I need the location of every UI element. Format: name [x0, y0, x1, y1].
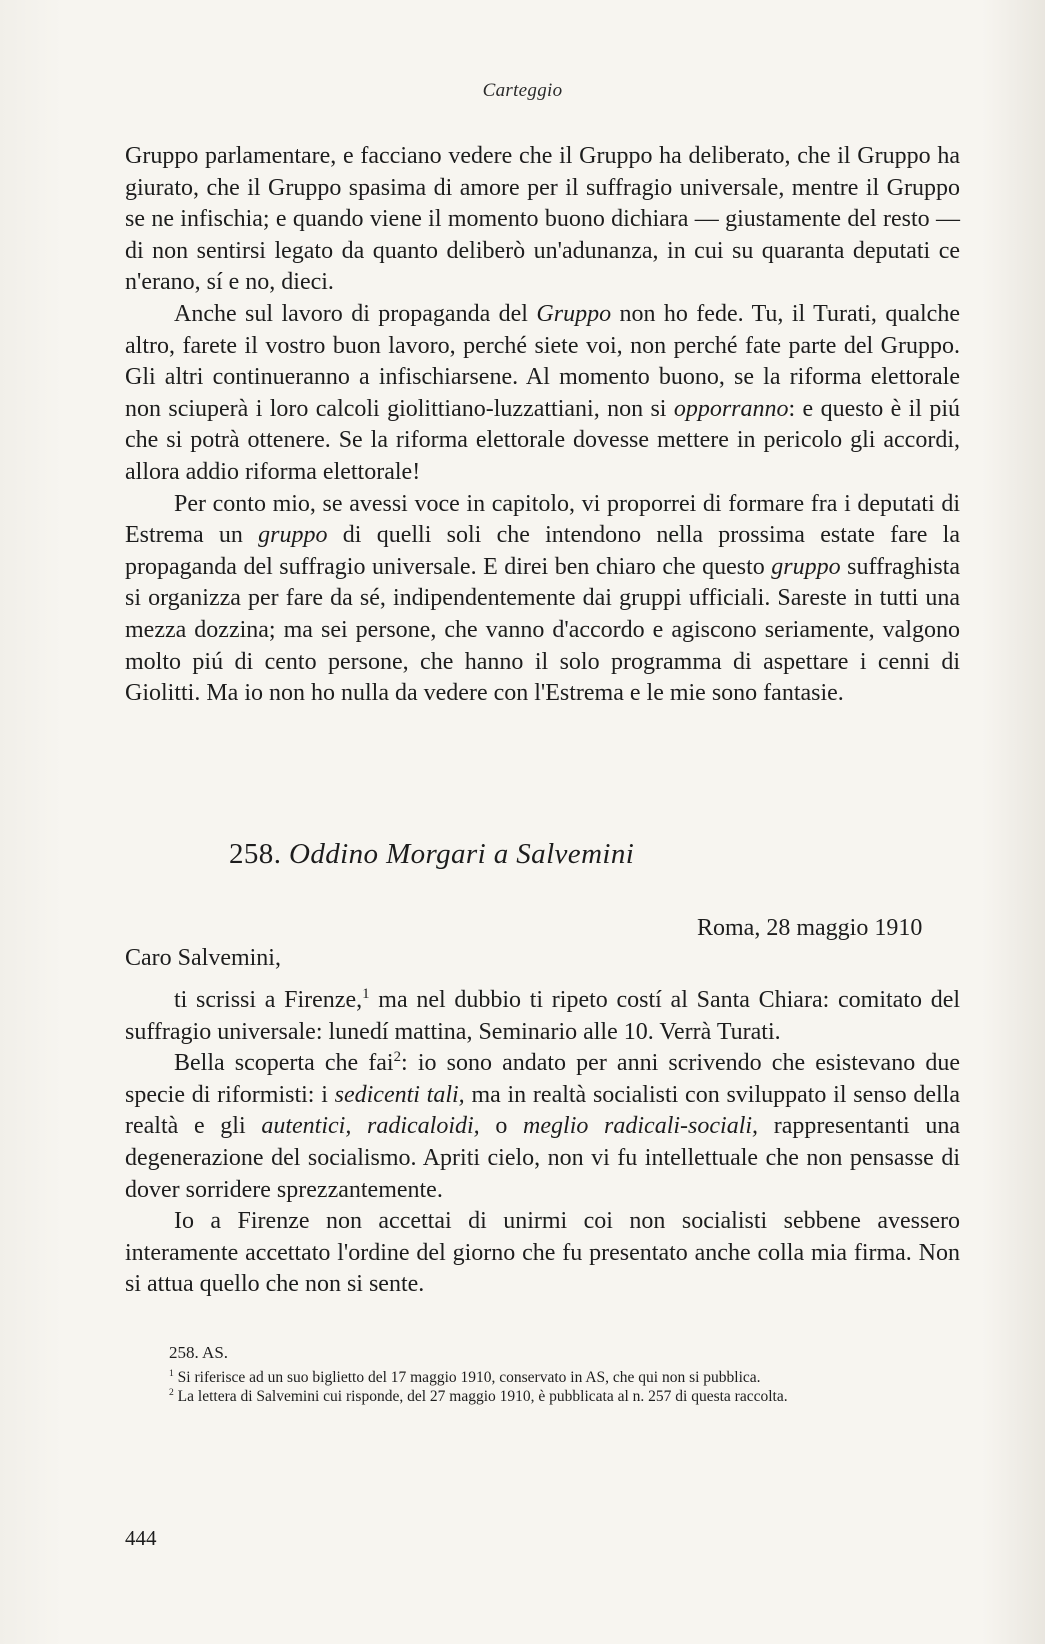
paragraph: Anche sul lavoro di propaganda del Gruppo non ho fede. Tu, il Turati, qualche altro, farete il vostro buon lavoro, perché siete voi, non perché fate parte del Gruppo. Gli altri continueranno a infischiarsene. Al momento buono, se la riforma elettorale non sciuperà i loro calcoli giolittiano-luzzattiani, non si opporranno: e questo è il piú che si potrà ottenere. Se la riforma elettorale dovesse mettere in pericolo gli accordi, allora addio riforma elettorale!: [125, 300, 961, 485]
body-continuation: [125, 141, 960, 710]
source-note: 258. AS.: [169, 1343, 229, 1362]
footnote-ref: 1: [362, 986, 370, 1002]
paragraph: Per conto mio, se avessi voce in capitolo, vi proporrei di formare fra i deputati di Estrema un gruppo di quelli soli che intendono nella prossima estate fare la propaganda del suffragio universale. E direi ben chiaro che questo gruppo suffraghista si organizza per fare da sé, indipendentemente dai gruppi ufficiali. Sareste in tutti una mezza dozzina; ma sei persone, che vanno d'accordo e agiscono seriamente, valgono molto piú di cento persone, che hanno il solo programma di aspettare i cenni di Giolitti. Ma io non ho nulla da vedere con l'Estrema e le mie sono fantasie.: [125, 490, 960, 707]
letter-title: Oddino Morgari a Salvemini: [289, 838, 635, 870]
paragraph: ti scrissi a Firenze,$^1$ ma nel dubbio ti ripeto costí al Santa Chiara: comitato del suffragio universale: lunedí mattina, Seminario alle 10. Verrà Turati.: [125, 986, 961, 1045]
footnote-2: $^2$ La lettera di Salvemini cui risponde, del 27 maggio 1910, è pubblicata al n. 257 di questa raccolta.: [169, 1386, 788, 1405]
paragraph: Gruppo parlamentare, e facciano vedere che il Gruppo ha deliberato, che il Gruppo ha giurato, che il Gruppo spasima di amore per il suffragio universale, mentre il Gruppo se ne infischia; e quando viene il momento buono dichiara — giustamente del resto — di non sentirsi legato da quanto deliberò un'adunanza, in cui su quaranta deputati ce n'erano, sí e no, dieci.: [125, 143, 960, 296]
salutation: Caro Salvemini,: [125, 945, 281, 971]
footnote-1: $^1$ Si riferisce ad un suo biglietto del 17 maggio 1910, conservato in AS, che qui non si pubblica.: [169, 1367, 761, 1386]
letter-body: [125, 985, 960, 1301]
letter-number: 258.: [229, 838, 282, 870]
footnotes: [125, 1343, 960, 1406]
running-head: Carteggio: [482, 80, 563, 101]
letter-heading: [229, 838, 634, 871]
dateline: Roma, 28 maggio 1910: [697, 915, 923, 941]
page-number: 444: [125, 1526, 157, 1550]
footnote-ref: 2: [393, 1049, 402, 1066]
paragraph: Io a Firenze non accettai di unirmi coi non socialisti sebbene avessero interamente accettato l'ordine del giorno che fu presentato anche colla mia firma. Non si attua quello che non si sente.: [125, 1208, 960, 1298]
paragraph: Bella scoperta che fai$^2$: io sono andato per anni scrivendo che esistevano due specie di riformisti: i sedicenti tali, ma in realtà socialisti con sviluppato il senso della realtà e gli autentici, radicaloidi, o meglio radicali-sociali, rappresentanti una degenerazione del socialismo. Apriti cielo, non vi fu intellettuale che non pensasse di dover sorridere sprezzantemente.: [125, 1049, 961, 1203]
